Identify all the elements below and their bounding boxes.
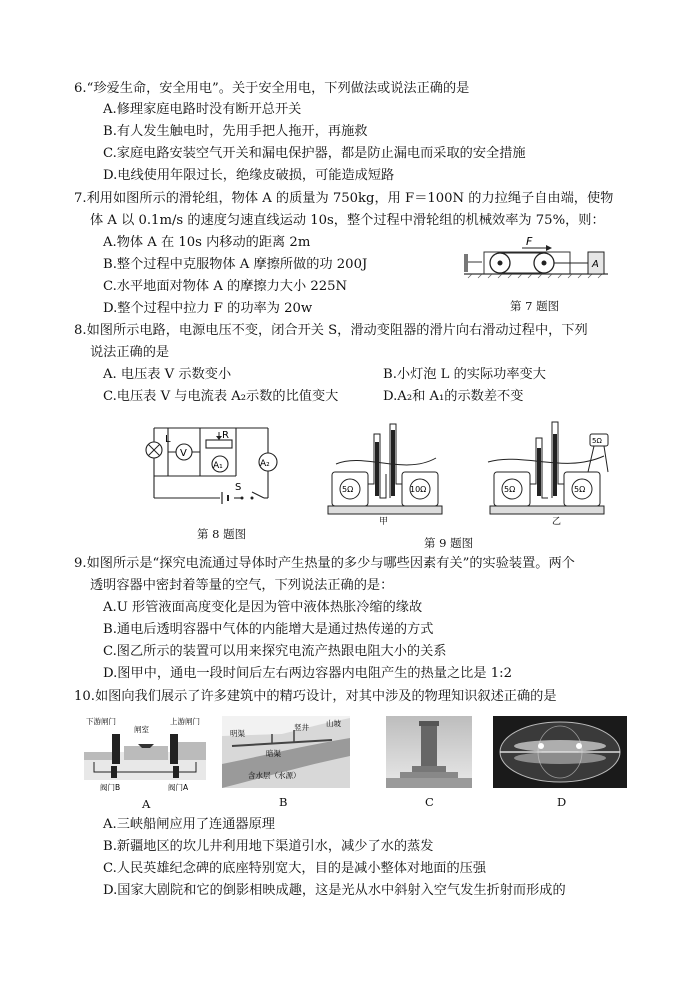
q8-voltmeter-label: V <box>180 448 187 459</box>
q10-b-tag-aquifer: 含水层（水源） <box>248 771 301 780</box>
q10-photo-c-label: C <box>425 795 434 809</box>
q10-photo-d-label: D <box>557 795 567 809</box>
q10-a-tag-lock-chamber: 闸室 <box>134 725 149 734</box>
q6-stem: 6.“珍爱生命，安全用电”。关于安全用电，下列做法或说法正确的是 <box>74 81 470 96</box>
q10-option-c: C.人民英雄纪念碑的底座特别宽大，目的是减小整体对地面的压强 <box>103 861 487 876</box>
q10-b-tag-underground-canal: 暗渠 <box>266 749 281 758</box>
q8-rheostat-label: R <box>222 430 229 441</box>
q10-photo-c-monument <box>386 716 472 788</box>
q8-stem-line1: 8.如图所示电路，电源电压不变，闭合开关 S，滑动变阻器的滑片向右滑动过程中，下列 <box>74 323 588 338</box>
q6-option-a: A.修理家庭电路时没有断开总开关 <box>103 102 302 117</box>
q7-stem-line2: 体 A 以 0.1m/s 的速度匀速直线运动 10s，整个过程中滑轮组的机械效率为 75%，则： <box>90 213 605 228</box>
q9-option-c: C.图乙所示的装置可以用来探究电流产热跟电阻大小的关系 <box>103 644 447 659</box>
q9-yi-left-resistor: 5Ω <box>504 485 516 494</box>
q9-jia-label: 甲 <box>379 517 389 526</box>
q7-option-b: B.整个过程中克服物体 A 摩擦所做的功 200J <box>103 257 368 272</box>
q9-stem-line2: 透明容器中密封着等量的空气，下列说法正确的是： <box>90 578 394 593</box>
q6-option-d: D.电线使用年限过长，绝缘皮破损，可能造成短路 <box>103 168 395 183</box>
q10-stem: 10.如图向我们展示了许多建筑中的精巧设计，对其中涉及的物理知识叙述正确的是 <box>74 689 557 704</box>
q9-caption: 第 9 题图 <box>424 536 474 550</box>
q9-jia-left-resistor: 5Ω <box>342 485 354 494</box>
q8-stem-line2: 说法正确的是 <box>90 345 170 360</box>
q9-stem-line1: 9.如图所示是“探究电流通过导体时产生热量的多少与哪些因素有关”的实验装置。两个 <box>74 556 575 571</box>
q9-option-a: A.U 形管液面高度变化是因为管中液体热胀冷缩的缘故 <box>103 600 423 615</box>
q6-option-b: B.有人发生触电时，先用手把人拖开，再施救 <box>103 124 368 139</box>
q10-photo-b-karez <box>222 716 350 788</box>
q8-option-d: D.A₂和 A₁的示数差不变 <box>383 389 524 404</box>
q10-a-tag-downstream-gate: 下游闸门 <box>86 717 116 726</box>
q9-heat-experiment-figure <box>324 414 624 526</box>
q10-a-tag-valve-b: 阀门B <box>100 783 121 792</box>
q10-photo-b-label: B <box>279 795 288 809</box>
q8-lamp-label: L <box>165 434 171 445</box>
q8-caption: 第 8 题图 <box>197 527 247 541</box>
q8-option-a: A. 电压表 V 示数变小 <box>103 367 232 382</box>
q7-block-label: A <box>592 259 599 270</box>
q10-photo-d-national-theater <box>493 716 627 788</box>
q8-option-b: B.小灯泡 L 的实际功率变大 <box>383 367 546 382</box>
q7-stem-line1: 7.利用如图所示的滑轮组，物体 A 的质量为 750kg，用 F＝100N 的力拉绳子自由端，使物 <box>74 191 614 206</box>
q10-b-tag-hillside: 山坡 <box>326 719 341 728</box>
q10-b-tag-open-canal: 明渠 <box>230 729 245 738</box>
q7-caption: 第 7 题图 <box>510 299 560 313</box>
q9-option-b: B.通电后透明容器中气体的内能增大是通过热传递的方式 <box>103 622 434 637</box>
q8-option-c: C.电压表 V 与电流表 A₂示数的比值变大 <box>103 389 339 404</box>
q8-switch-label: S <box>235 482 242 493</box>
q10-option-d: D.国家大剧院和它的倒影相映成趣，这是光从水中斜射入空气发生折射而形成的 <box>103 883 566 898</box>
q10-option-b: B.新疆地区的坎儿井利用地下渠道引水，减少了水的蒸发 <box>103 839 434 854</box>
q10-photo-a-ship-lock <box>84 714 206 794</box>
q7-pulley-figure <box>462 236 610 284</box>
q9-yi-label: 乙 <box>552 517 562 526</box>
q9-yi-right-resistor: 5Ω <box>574 485 586 494</box>
q7-option-d: D.整个过程中拉力 F 的功率为 20w <box>103 301 313 316</box>
q10-a-tag-upstream-gate: 上游闸门 <box>170 717 200 726</box>
q9-jia-right-resistor: 10Ω <box>410 485 427 494</box>
q8-circuit-figure <box>140 420 290 510</box>
q10-photo-a-label: A <box>142 797 151 811</box>
q8-ammeter1-label: A₁ <box>213 461 223 471</box>
q7-option-c: C.水平地面对物体 A 的摩擦力大小 225N <box>103 279 348 294</box>
q10-a-tag-valve-a: 阀门A <box>168 783 189 792</box>
q7-force-label: F <box>526 236 533 248</box>
q6-option-c: C.家庭电路安装空气开关和漏电保护器，都是防止漏电而采取的安全措施 <box>103 146 526 161</box>
q10-option-a: A.三峡船闸应用了连通器原理 <box>103 817 275 832</box>
q10-b-tag-shaft: 竖井 <box>294 723 309 732</box>
q9-option-d: D.图甲中，通电一段时间后左右两边容器内电阻产生的热量之比是 1:2 <box>103 666 512 681</box>
q9-yi-top-resistor: 5Ω <box>592 437 602 445</box>
q7-option-a: A.物体 A 在 10s 内移动的距离 2m <box>103 235 311 250</box>
q8-ammeter2-label: A₂ <box>260 459 270 469</box>
